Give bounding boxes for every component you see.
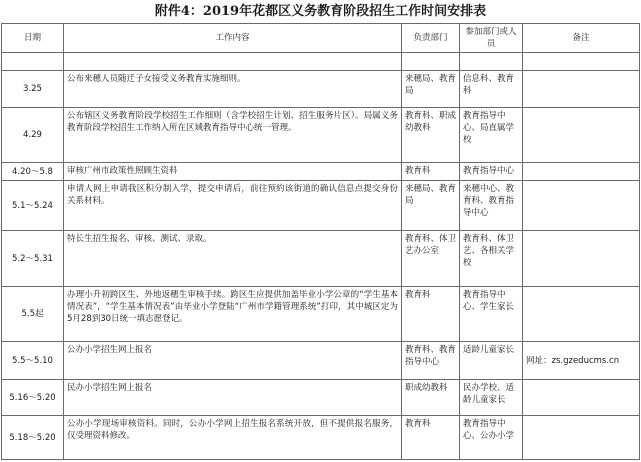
table-row — [2, 181, 640, 231]
table-row — [2, 380, 640, 416]
cell-content: 公办小学招生网上报名 — [64, 342, 402, 380]
table-row — [2, 108, 640, 163]
cell-content: 公布来穗人员随迁子女接受义务教育实施细则。 — [64, 71, 402, 108]
cell-note — [523, 71, 640, 108]
cell-dept: 教育科 — [402, 287, 460, 342]
cell-date: 5.2～5.31 — [2, 231, 64, 287]
table-row — [2, 416, 640, 460]
page-title: 附件4：2019年花都区义务教育阶段招生工作时间安排表 — [154, 4, 487, 19]
cell-note: 网址：zs.gzeducms.cn — [523, 342, 640, 380]
table-row — [2, 342, 640, 380]
cell-date: 3.25 — [2, 71, 64, 108]
cell-content: 民办小学招生网上报名 — [64, 380, 402, 416]
cell-note — [523, 181, 640, 231]
cell-note — [523, 416, 640, 460]
cell-participants — [460, 53, 523, 71]
cell-content: 公办小学现场审核资料。同时，公办小学网上招生报名系统开放，但不提供报名服务，仅受理资料修改。 — [64, 416, 402, 460]
cell-date: 5.18～5.20 — [2, 416, 64, 460]
cell-content: 特长生招生报名、审核、测试、录取。 — [64, 231, 402, 287]
cell-note — [523, 163, 640, 181]
header-date: 日期 — [2, 24, 64, 53]
cell-participants: 教育指导中心、学生家长 — [460, 287, 523, 342]
cell-dept: 教育科、职成幼教科 — [402, 108, 460, 163]
table-row — [2, 53, 640, 71]
cell-date: 4.20～5.8 — [2, 163, 64, 181]
cell-participants: 教育科、体卫艺、各相关学校 — [460, 231, 523, 287]
cell-dept — [402, 53, 460, 71]
cell-content: 公布辖区义务教育阶段学校招生工作细则（含学校招生计划、招生服务片区）。局属义务教育阶段学校招生工作纳入所在区域教育指导中心统一管理。 — [64, 108, 402, 163]
cell-dept: 教育科 — [402, 163, 460, 181]
table-row — [2, 287, 640, 342]
header-participants: 参加部门或人员 — [460, 24, 523, 53]
cell-participants: 信息科、教育科 — [460, 71, 523, 108]
cell-note — [523, 231, 640, 287]
cell-dept: 教育科、体卫艺办公室 — [402, 231, 460, 287]
cell-participants: 教育指导中心、局直属学校 — [460, 108, 523, 163]
cell-participants: 教育指导中心、公办小学 — [460, 416, 523, 460]
cell-dept: 职成幼教科 — [402, 380, 460, 416]
table-row — [2, 71, 640, 108]
header-content: 工作内容 — [64, 24, 402, 53]
table-header-row — [2, 24, 640, 53]
cell-note — [523, 53, 640, 71]
cell-date: 5.1～5.24 — [2, 181, 64, 231]
table-row — [2, 163, 640, 181]
cell-participants: 教育指导中心 — [460, 163, 523, 181]
cell-dept: 教育科 — [402, 416, 460, 460]
cell-dept: 教育科、教育指导中心 — [402, 342, 460, 380]
cell-date: 5.5起 — [2, 287, 64, 342]
cell-participants: 民办学校、适龄儿童家长 — [460, 380, 523, 416]
cell-note — [523, 380, 640, 416]
schedule-table — [1, 23, 640, 460]
cell-content: 办理小升初跨区生、外地返穗生审核手续。跨区生应提供加盖毕业小学公章的“学生基本情况表”，“学生基本情况表”由毕业小学登陆“广州市学籍管理系统”打印，其中城区定为5月28到30日统一填志愿登记。 — [64, 287, 402, 342]
cell-dept: 来穗局、教育局 — [402, 181, 460, 231]
header-note: 备注 — [523, 24, 640, 53]
cell-participants: 来穗中心、教育科、教育指导中心 — [460, 181, 523, 231]
cell-date: 4.29 — [2, 108, 64, 163]
cell-date: 5.16～5.20 — [2, 380, 64, 416]
cell-date — [2, 53, 64, 71]
cell-date: 5.5～5.10 — [2, 342, 64, 380]
cell-content — [64, 53, 402, 71]
cell-content: 申请人网上申请我区积分制入学，提交申请后，前往预約该街道的确认信息点提交身份关系材料。 — [64, 181, 402, 231]
header-dept: 负责部门 — [402, 24, 460, 53]
cell-dept: 来穗局、教育局 — [402, 71, 460, 108]
cell-note — [523, 287, 640, 342]
cell-note — [523, 108, 640, 163]
table-row — [2, 231, 640, 287]
cell-content: 审核广州市政策性照顾生资料 — [64, 163, 402, 181]
cell-participants: 适龄儿童家长 — [460, 342, 523, 380]
